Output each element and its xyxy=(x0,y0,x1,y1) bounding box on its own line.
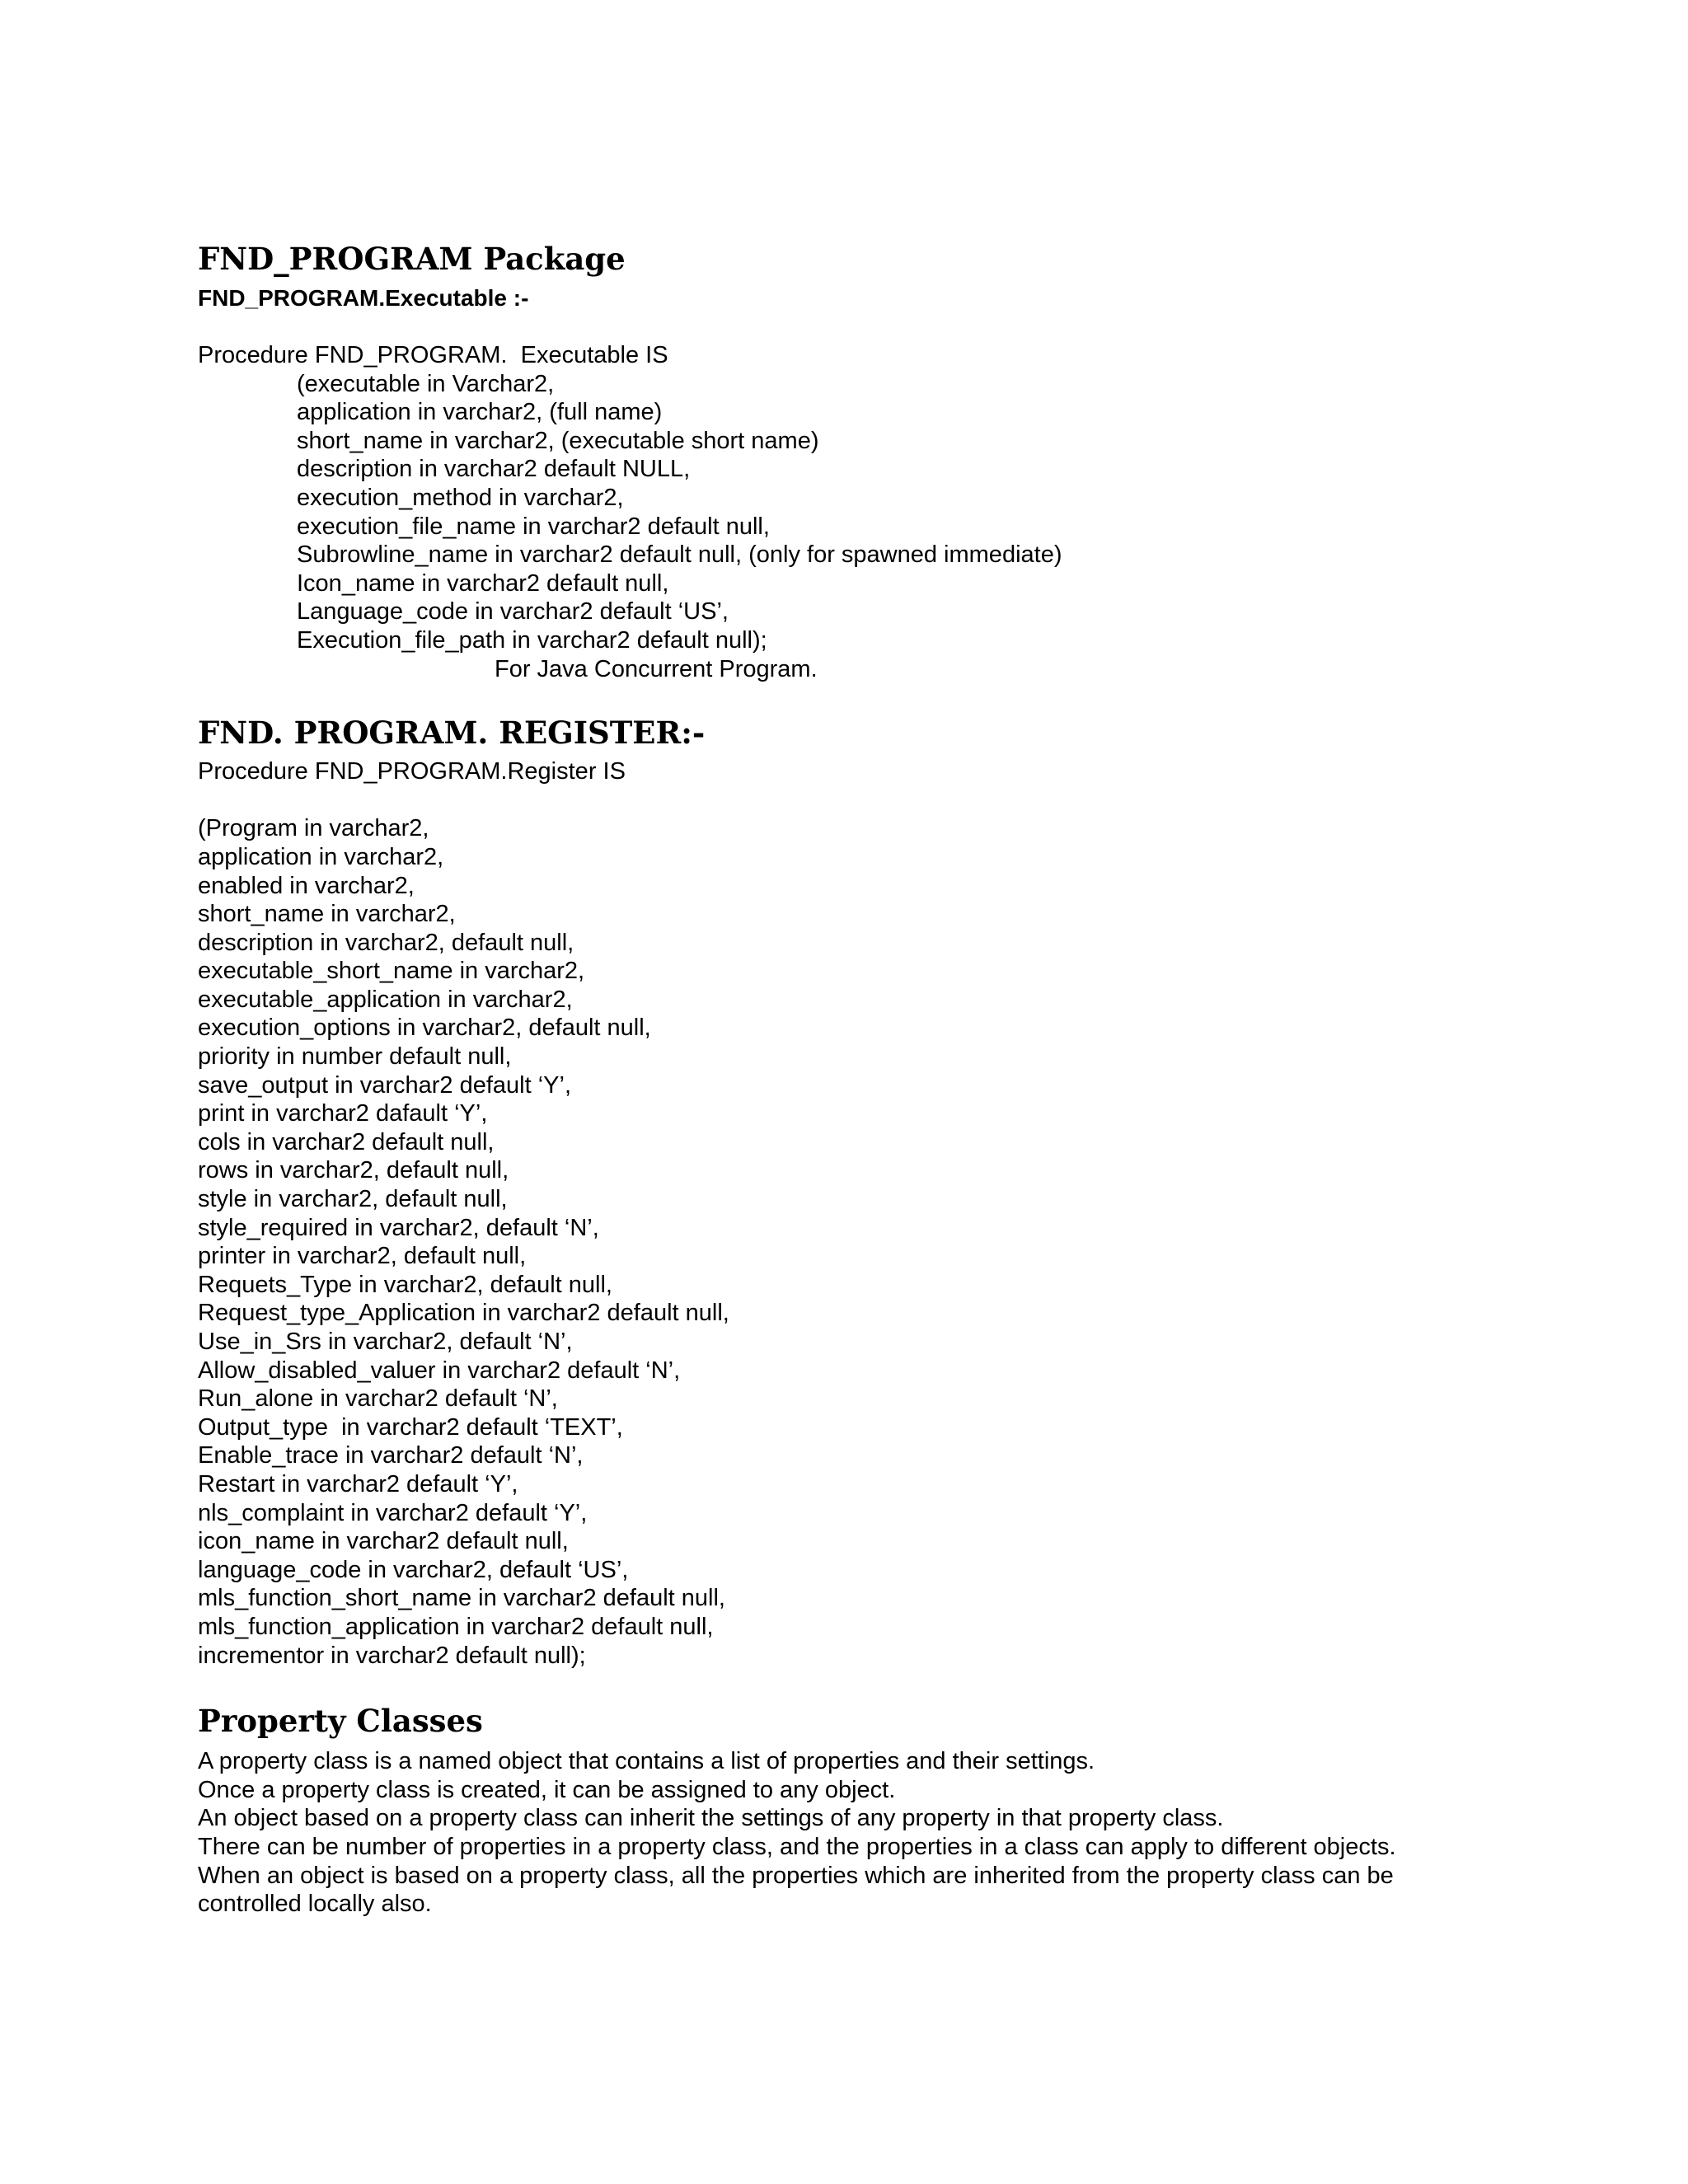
section-title-fnd-program-package: FND_PROGRAM Package xyxy=(198,241,626,277)
param-line: language_code in varchar2, default ‘US’, xyxy=(198,1556,629,1583)
executable-procedure-block xyxy=(198,341,1484,683)
param-line: incrementor in varchar2 default null); xyxy=(198,1642,586,1669)
param-line: description in varchar2 default NULL, xyxy=(297,456,691,483)
param-line: (executable in Varchar2, xyxy=(297,370,555,397)
param-line: print in varchar2 dafault ‘Y’, xyxy=(198,1100,488,1127)
section-title-property-classes: Property Classes xyxy=(198,1703,483,1740)
param-line: enabled in varchar2, xyxy=(198,872,415,899)
param-line: execution_method in varchar2, xyxy=(297,484,624,511)
param-line: priority in number default null, xyxy=(198,1043,512,1071)
param-line: printer in varchar2, default null, xyxy=(198,1243,527,1270)
param-line: style in varchar2, default null, xyxy=(198,1186,508,1213)
param-line: execution_file_name in varchar2 default null, xyxy=(297,513,770,540)
section-subtitle-executable: FND_PROGRAM.Executable :- xyxy=(198,285,529,311)
param-line: Use_in_Srs in varchar2, default ‘N’, xyxy=(198,1329,573,1355)
param-line: Execution_file_path in varchar2 default null); xyxy=(297,626,767,654)
param-line: Restart in varchar2 default ‘Y’, xyxy=(198,1470,518,1497)
paragraph-line: A property class is a named object that contains a list of properties and their settings. xyxy=(198,1748,1095,1775)
param-line: Icon_name in varchar2 default null, xyxy=(297,569,669,597)
register-procedure-block xyxy=(198,757,1484,1670)
param-line: short_name in varchar2, (executable short name) xyxy=(297,427,819,454)
param-line: executable_application in varchar2, xyxy=(198,986,573,1013)
param-line: Requets_Type in varchar2, default null, xyxy=(198,1271,612,1298)
param-line: Allow_disabled_valuer in varchar2 default ‘N’, xyxy=(198,1357,681,1384)
blank-line xyxy=(198,786,1484,815)
section-title-register: FND. PROGRAM. REGISTER:- xyxy=(198,715,706,752)
paragraph-line: An object based on a property class can inherit the settings of any property in that property class. xyxy=(198,1805,1224,1832)
param-line: application in varchar2, (full name) xyxy=(297,399,663,426)
param-line: save_output in varchar2 default ‘Y’, xyxy=(198,1071,571,1099)
procedure-header: Procedure FND_PROGRAM.Register IS xyxy=(198,758,626,785)
procedure-header: Procedure FND_PROGRAM. Executable IS xyxy=(198,342,668,368)
param-line: Run_alone in varchar2 default ‘N’, xyxy=(198,1385,558,1413)
paragraph-line: There can be number of properties in a property class, and the properties in a class can apply to different objects. xyxy=(198,1833,1396,1860)
paragraph-line: When an object is based on a property class, all the properties which are inherited from the property class can be xyxy=(198,1862,1394,1889)
param-line: icon_name in varchar2 default null, xyxy=(198,1528,569,1555)
java-note: For Java Concurrent Program. xyxy=(495,655,818,682)
param-line: (Program in varchar2, xyxy=(198,815,429,842)
param-line: cols in varchar2 default null, xyxy=(198,1128,495,1155)
param-line: rows in varchar2, default null, xyxy=(198,1157,509,1184)
param-line: short_name in varchar2, xyxy=(198,901,456,928)
paragraph-line: Once a property class is created, it can be assigned to any object. xyxy=(198,1776,896,1803)
param-line: nls_complaint in varchar2 default ‘Y’, xyxy=(198,1499,588,1526)
param-line: Enable_trace in varchar2 default ‘N’, xyxy=(198,1442,584,1469)
param-line: Request_type_Application in varchar2 default null, xyxy=(198,1300,729,1327)
param-line: Language_code in varchar2 default ‘US’, xyxy=(297,598,729,626)
param-line: Subrowline_name in varchar2 default null, (only for spawned immediate) xyxy=(297,541,1062,569)
param-line: description in varchar2, default null, xyxy=(198,929,574,956)
param-line: style_required in varchar2, default ‘N’, xyxy=(198,1214,599,1241)
param-line: executable_short_name in varchar2, xyxy=(198,958,585,985)
property-classes-paragraph xyxy=(198,1747,1484,1919)
param-line: mls_function_application in varchar2 default null, xyxy=(198,1613,714,1640)
param-line: application in varchar2, xyxy=(198,843,444,870)
param-line: mls_function_short_name in varchar2 default null, xyxy=(198,1585,725,1612)
param-line: execution_options in varchar2, default null, xyxy=(198,1015,651,1042)
param-line: Output_type in varchar2 default ‘TEXT’, xyxy=(198,1413,623,1441)
document-content xyxy=(198,241,1484,1919)
paragraph-line: controlled locally also. xyxy=(198,1891,432,1918)
